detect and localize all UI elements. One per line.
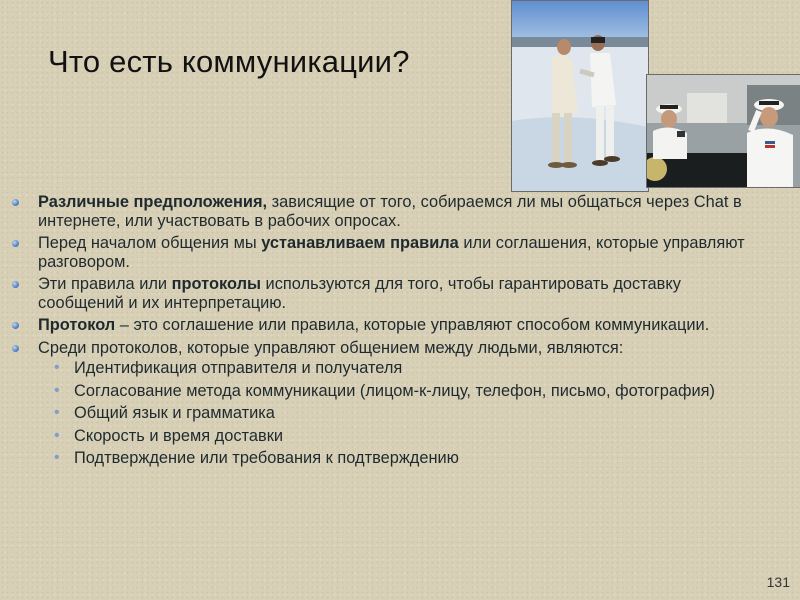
sub-bullet-icon: • bbox=[54, 426, 60, 444]
page-number: 131 bbox=[766, 574, 790, 590]
sub-bullet-item: • Идентификация отправителя и получателя bbox=[54, 359, 403, 377]
bullet-item: Протокол – это соглашение или правила, которые управляют способом коммуникации. bbox=[12, 316, 752, 335]
sub-bullet-item: • Общий язык и грамматика bbox=[54, 404, 275, 422]
bullet-icon bbox=[12, 345, 19, 352]
bullet-icon bbox=[12, 322, 19, 329]
photo-naval-officers bbox=[646, 74, 800, 188]
slide-body bbox=[12, 193, 752, 472]
photo-men-in-snow bbox=[511, 0, 649, 192]
sub-bullet-item: • Подтверждение или требования к подтверждению bbox=[54, 449, 459, 467]
main-bullet-list bbox=[12, 193, 752, 468]
sub-bullet-icon: • bbox=[54, 381, 60, 399]
slide-title: Что есть коммуникации? bbox=[48, 44, 410, 79]
sub-bullet-list bbox=[38, 359, 752, 468]
sub-bullet-item: • Согласование метода коммуникации (лицом-к-лицу, телефон, письмо, фотография) bbox=[54, 381, 715, 400]
bullet-item: Перед началом общения мы устанавливаем правила или соглашения, которые управляют разговором. bbox=[12, 234, 752, 271]
bullet-icon bbox=[12, 199, 19, 206]
bullet-item: Эти правила или протоколы используются для того, чтобы гарантировать доставку сообщений и их интерпретацию. bbox=[12, 275, 752, 312]
bullet-item: Различные предположения, зависящие от того, собираемся ли мы общаться через Chat в интернете, или участвовать в рабочих опросах. bbox=[12, 193, 752, 230]
bullet-icon bbox=[12, 281, 19, 288]
bullet-item: Среди протоколов, которые управляют общением между людьми, являются: • Идентификация отправителя и получателя • Согласование метода коммуникации (лицом-к-лицу, телефон, письмо, фотография) • Общий язык и грамматика • Скорость и время доставки • Подтверждение или требования к подтверждению bbox=[12, 339, 752, 468]
sub-bullet-icon: • bbox=[54, 359, 60, 376]
sub-bullet-icon: • bbox=[54, 404, 60, 421]
bullet-icon bbox=[12, 240, 19, 247]
sub-bullet-icon: • bbox=[54, 449, 60, 466]
sub-bullet-item: • Скорость и время доставки bbox=[54, 426, 284, 445]
